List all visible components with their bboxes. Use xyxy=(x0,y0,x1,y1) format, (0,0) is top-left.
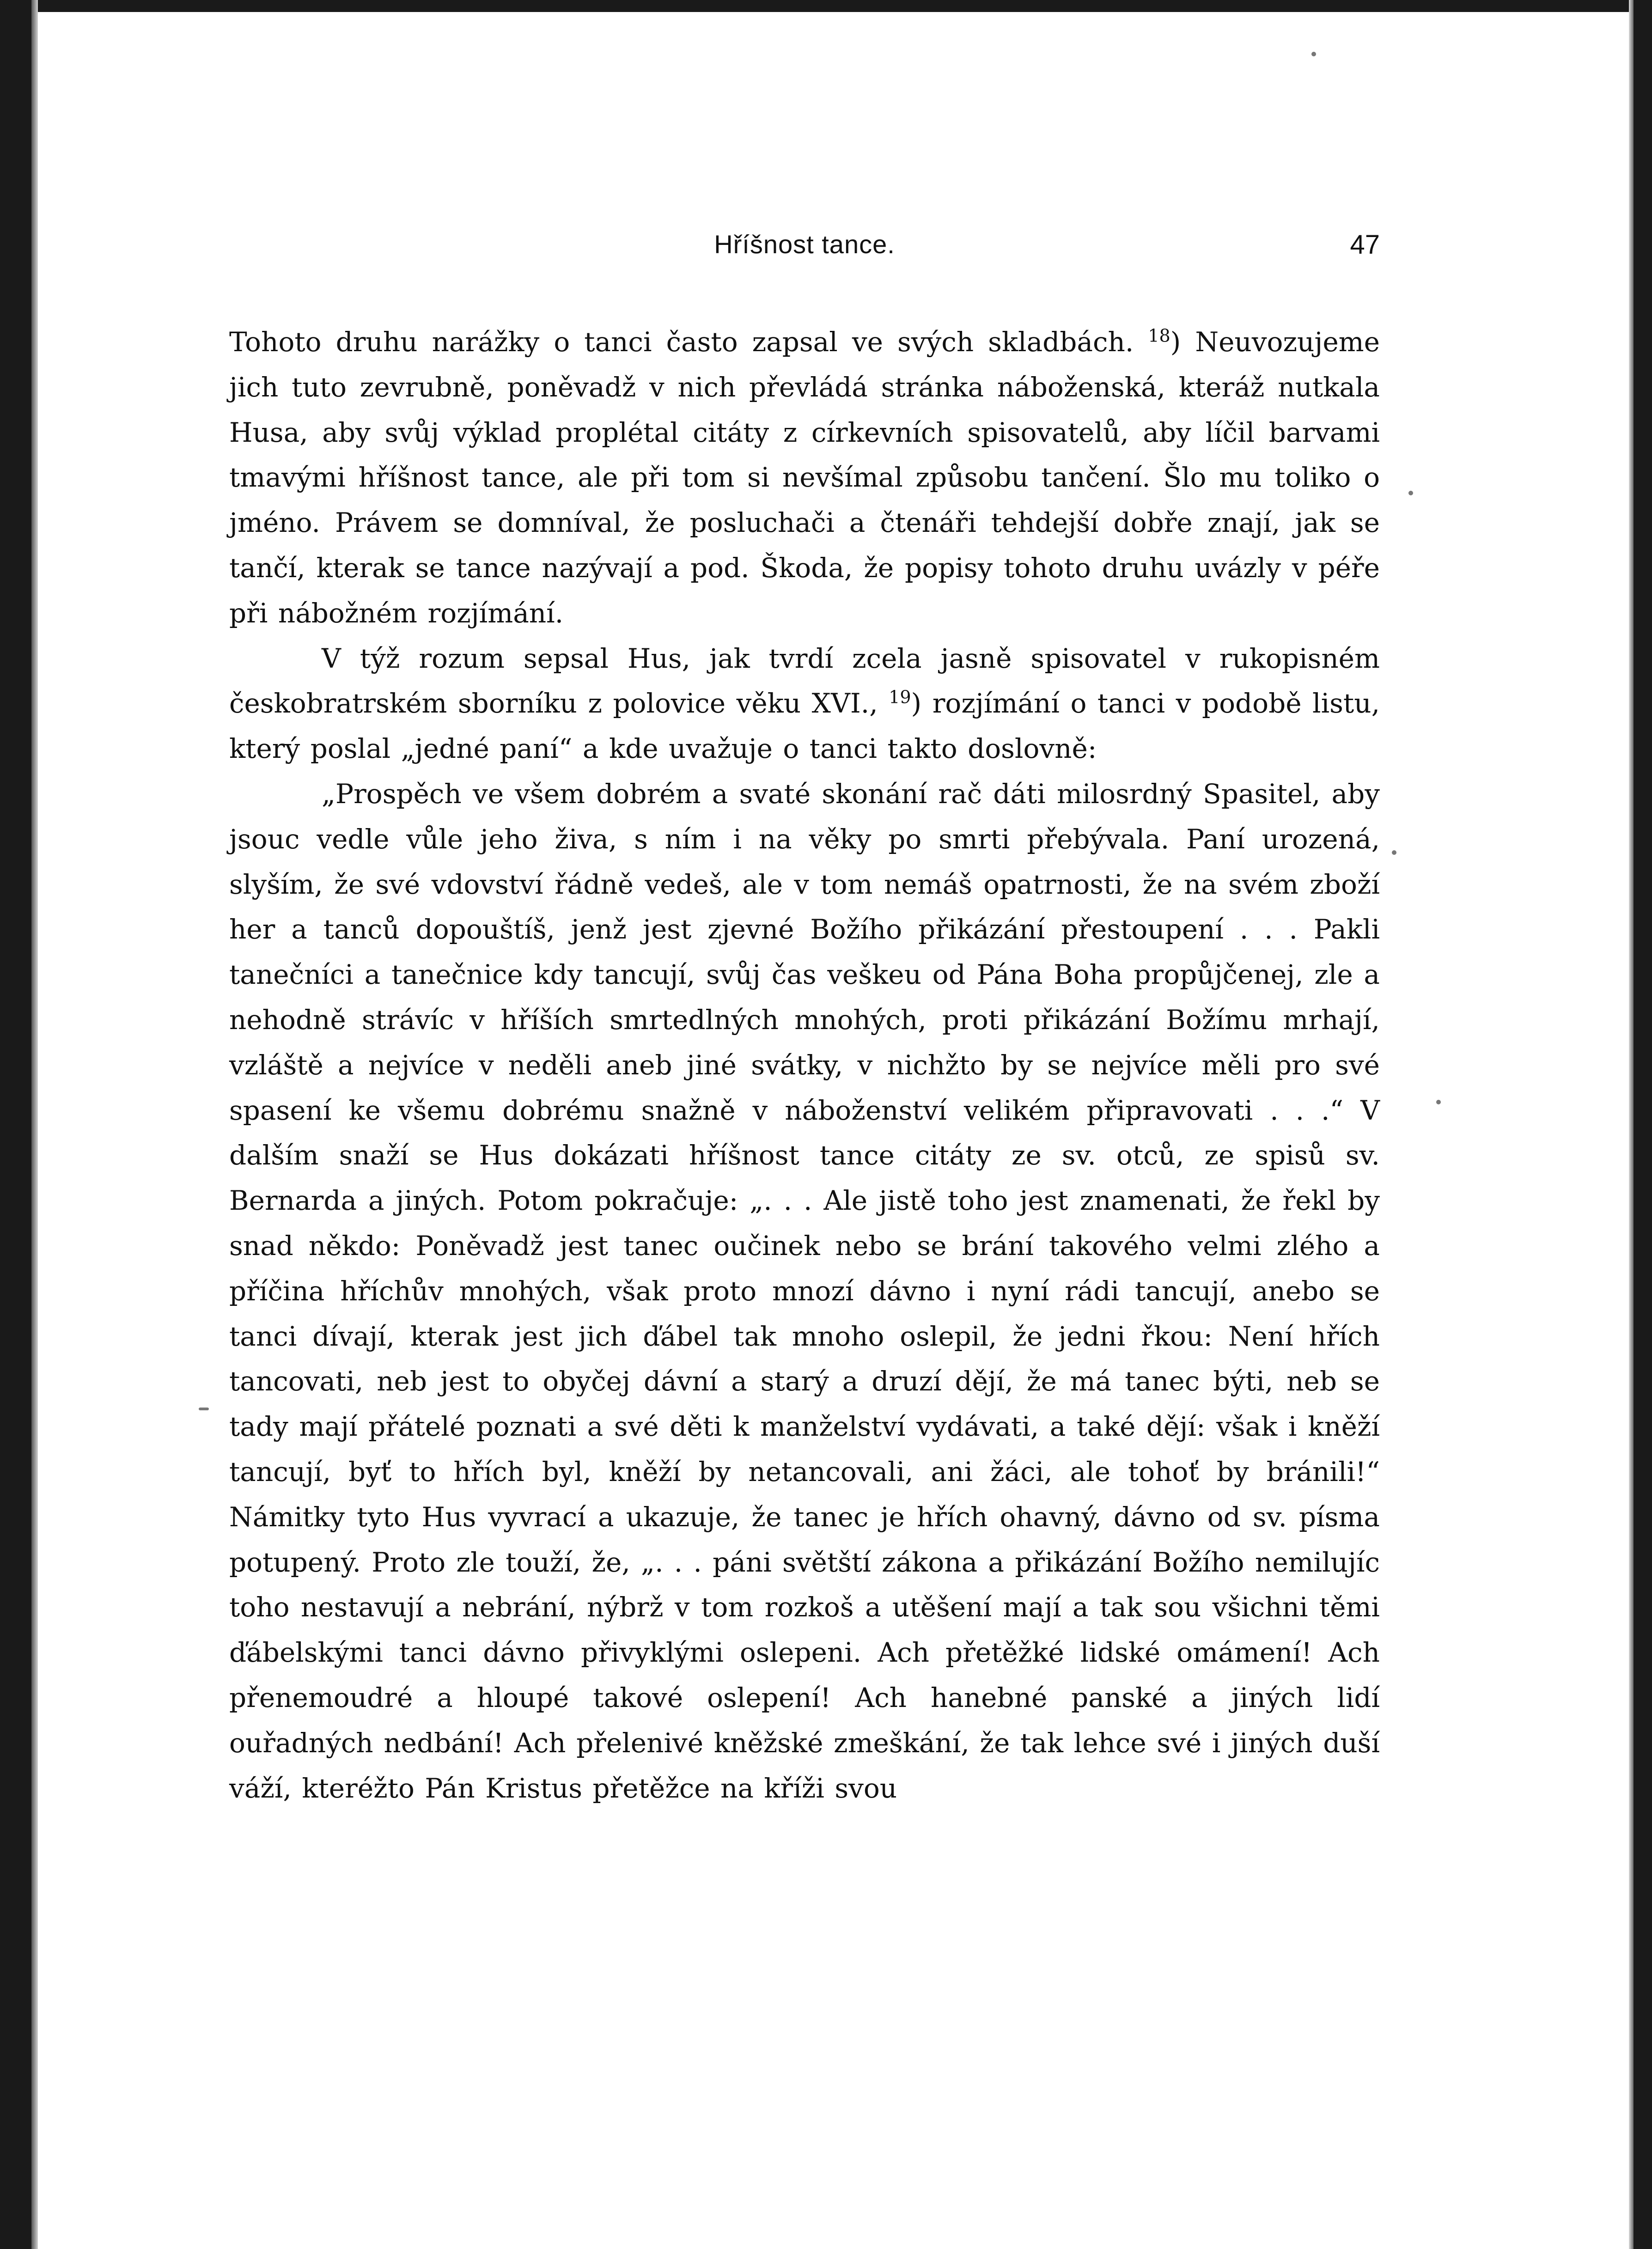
scan-speck xyxy=(1392,850,1396,855)
paragraph-text: ) rozjímání o tanci v podobě listu, který poslal „jedné paní“ a kde uvažuje o tanci takto doslovně: xyxy=(229,688,1380,765)
scan-speck xyxy=(199,1408,209,1410)
scan-border-top xyxy=(0,0,1652,12)
body-text xyxy=(229,320,1380,1811)
paragraph-text: ) Neuvozujeme jich tuto zevrubně, poněvadž v nich převládá stránka náboženská, kteráž nutkala Husa, aby svůj výklad proplétal citáty z církevních spisovatelů, aby líčil barvami tmavými hříšnost tance, ale při tom si nevšímal způsobu tančení. Šlo mu toliko o jméno. Právem se domníval, že posluchači a čtenáři tehdejší dobře znají, jak se tančí, kterak se tance nazývají a pod. Škoda, že popisy tohoto druhu uvázly v péře při nábožném rozjímání. xyxy=(229,326,1380,629)
paragraph xyxy=(229,320,1380,636)
scan-speck xyxy=(1436,1100,1441,1104)
paragraph-text: V týž rozum sepsal Hus, jak tvrdí zcela jasně spisovatel v rukopisném českobratrském sborníku z polovice věku XVI., xyxy=(229,642,1380,719)
page-edge-shadow-left xyxy=(31,0,38,2249)
footnote-marker: 19 xyxy=(889,687,911,708)
scan-border-right xyxy=(1634,0,1652,2249)
scan-speck xyxy=(1311,52,1316,56)
page-edge-shadow-right xyxy=(1629,0,1634,2249)
page-title: Hříšnost tance. xyxy=(714,230,895,259)
page-number: 47 xyxy=(1350,230,1380,260)
scan-speck xyxy=(1408,491,1413,495)
scan-border-left xyxy=(0,0,31,2249)
running-header xyxy=(229,229,1380,266)
quoted-paragraph: „Prospěch ve všem dobrém a svaté skonání rač dáti milosrdný Spasitel, aby jsouc vedle vůle jeho živa, s ním i na věky po smrti přebývala. Paní urozená, slyším, že své vdovství řádně vedeš, ale v tom nemáš opatrnosti, že na svém zboží her a tanců dopouštíš, jenž jest zjevné Božího přikázání přestoupení . . . Pakli tanečníci a tanečnice kdy tancují, svůj čas veškeu od Pána Boha propůjčenej, zle a nehodně strávíc v hříších smrtedlných mnohých, proti přikázání Božímu mrhají, vzláště a nejvíce v neděli aneb jiné svátky, v nichžto by se nejvíce měli pro své spasení ke všemu dobrému snažně v náboženství velikém připravovati . . .“ V dalším snaží se Hus dokázati hříšnost tance citáty ze sv. otců, ze spisů sv. Bernarda a jiných. Potom pokračuje: „. . . Ale jistě toho jest znamenati, že řekl by snad někdo: Poněvadž jest tanec oučinek nebo se brání takového velmi zlého a příčina hříchův mnohých, však proto mnozí dávno i nyní rádi tancují, anebo se tanci dívají, kterak jest jich ďábel tak mnoho oslepil, že jedni řkou: Není hřích tancovati, neb jest to obyčej dávní a starý a druzí dějí, že má tanec býti, neb se tady mají přátelé poznati a své děti k manželství vydávati, a také dějí: však i kněží tancují, byť to hřích byl, kněží by netancovali, ani žáci, ale tohoť by bránili!“ Námitky tyto Hus vyvrací a ukazuje, že tanec je hřích ohavný, dávno od sv. písma potupený. Proto zle touží, že, „. . . páni světští zákona a přikázání Božího nemilujíc toho nestavují a nebrání, nýbrž v tom rozkoš a utěšení mají a tak sou všichni těmi ďábelskými tanci dávno přivyklými oslepeni. Ach přetěžké lidské omámení! Ach přenemoudré a hloupé takové oslepení! Ach hanebné panské a jiných lidí ouřadných nedbání! Ach přelenivé kněžské zmeškání, že tak lehce své i jiných duší váží, kteréžto Pán Kristus přetěžce na kříži svou xyxy=(229,778,1380,1804)
footnote-marker: 18 xyxy=(1148,325,1170,346)
paragraph-text: Tohoto druhu narážky o tanci často zapsal ve svých skladbách. xyxy=(229,326,1134,358)
paragraph xyxy=(229,636,1380,772)
